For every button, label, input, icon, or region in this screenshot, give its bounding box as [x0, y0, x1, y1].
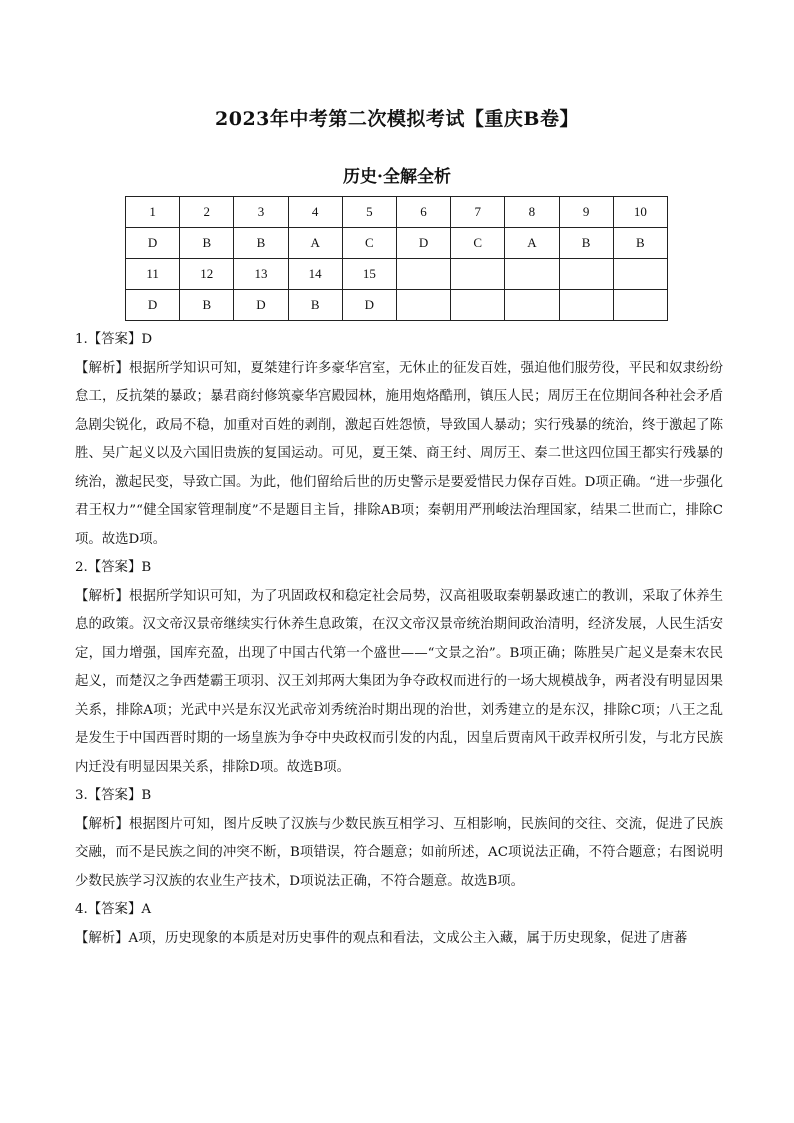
answer-cell: D: [234, 290, 288, 321]
analysis-paragraph: 【解析】根据所学知识可知，夏桀建行许多豪华宫室，无休止的征发百姓，强迫他们服劳役，平民和奴隶纷纷怠工，反抗桀的暴政；暴君商纣修筑豪华宫殿园林，施用炮烙酷刑，镇压人民；周厉王在位期间各种社会矛盾急剧尖锐化，政局不稳，加重对百姓的剥削，激起百姓怨愤，导致国人暴动；实行残暴的统治，终于激起了陈胜、吴广起义以及六国旧贵族的复国运动。可见，夏王桀、商王纣、周厉王、秦二世这四位国王都实行残暴的统治，激起民变，导致亡国。为此，他们留给后世的历史警示是要爱惜民力保存百姓。D项正确。“进一步强化君王权力”“健全国家管理制度”不是题目主旨，排除AB项；秦朝用严刑峻法治理国家，结果二世而亡，排除C项。故选D项。: [75, 360, 723, 547]
answer-cell: D: [126, 290, 180, 321]
answer-line: 2.【答案】B: [75, 560, 152, 575]
answer-cell: B: [234, 228, 288, 259]
question-number-cell: 14: [288, 259, 342, 290]
question-number-cell: 13: [234, 259, 288, 290]
answer-cell: B: [288, 290, 342, 321]
question-number-cell: [451, 259, 505, 290]
question-number-cell: 12: [180, 259, 234, 290]
answer-cell: [451, 290, 505, 321]
question-number-cell: [396, 259, 450, 290]
question-number-cell: 6: [396, 197, 450, 228]
answer-cell: B: [613, 228, 667, 259]
question-number-cell: [559, 259, 613, 290]
answer-table-row: [126, 290, 668, 321]
answer-table: [125, 196, 668, 321]
answer-cell: C: [342, 228, 396, 259]
page-title: 2023年中考第二次模拟考试【重庆B卷】: [215, 108, 579, 130]
question-number-cell: 15: [342, 259, 396, 290]
answer-cell: A: [505, 228, 559, 259]
answer-cell: B: [180, 228, 234, 259]
analysis-paragraph: 【解析】A项，历史现象的本质是对历史事件的观点和看法，文成公主入藏，属于历史现象，促进了唐蕃: [75, 930, 688, 946]
question-number-cell: 10: [613, 197, 667, 228]
question-number-cell: 11: [126, 259, 180, 290]
question-number-cell: 5: [342, 197, 396, 228]
answer-cell: B: [180, 290, 234, 321]
answer-cell: A: [288, 228, 342, 259]
question-number-cell: 4: [288, 197, 342, 228]
analysis-paragraph: 【解析】根据所学知识可知，为了巩固政权和稳定社会局势，汉高祖吸取秦朝暴政速亡的教训，采取了休养生息的政策。汉文帝汉景帝继续实行休养生息政策，在汉文帝汉景帝统治期间政治清明，经济发展，人民生活安定，国力增强，国库充盈，出现了中国古代第一个盛世——“文景之治”。B项正确；陈胜吴广起义是秦末农民起义，而楚汉之争西楚霸王项羽、汉王刘邦两大集团为争夺政权而进行的一场大规模战争，两者没有明显因果关系，排除A项；光武中兴是东汉光武帝刘秀统治时期出现的治世，刘秀建立的是东汉，排除C项；八王之乱是发生于中国西晋时期的一场皇族为争夺中央政权而引发的内乱，因皇后贾南风干政弄权所引发，与北方民族内迁没有明显因果关系，排除D项。故选B项。: [75, 588, 723, 775]
answer-table-row: [126, 259, 668, 290]
answer-line: 3.【答案】B: [75, 788, 152, 803]
answer-table-row: [126, 197, 668, 228]
question-number-cell: 7: [451, 197, 505, 228]
answer-table-row: [126, 228, 668, 259]
answer-cell: D: [396, 228, 450, 259]
question-number-cell: 2: [180, 197, 234, 228]
question-number-cell: 1: [126, 197, 180, 228]
answer-cell: [613, 290, 667, 321]
question-number-cell: 8: [505, 197, 559, 228]
page-subtitle: 历史·全解全析: [343, 167, 451, 187]
analysis-content: [75, 326, 723, 953]
answer-line: 1.【答案】D: [75, 332, 153, 347]
answer-cell: [505, 290, 559, 321]
answer-cell: B: [559, 228, 613, 259]
question-number-cell: [613, 259, 667, 290]
answer-cell: D: [342, 290, 396, 321]
answer-line: 4.【答案】A: [75, 902, 152, 917]
analysis-paragraph: 【解析】根据图片可知，图片反映了汉族与少数民族互相学习、互相影响，民族间的交往、交流，促进了民族交融，而不是民族之间的冲突不断，B项错误，符合题意；如前所述，AC项说法正确，不符合题意；右图说明少数民族学习汉族的农业生产技术，D项说法正确，不符合题意。故选B项。: [75, 816, 723, 889]
answer-cell: C: [451, 228, 505, 259]
answer-cell: D: [126, 228, 180, 259]
question-number-cell: [505, 259, 559, 290]
question-number-cell: 3: [234, 197, 288, 228]
answer-cell: [559, 290, 613, 321]
answer-cell: [396, 290, 450, 321]
question-number-cell: 9: [559, 197, 613, 228]
